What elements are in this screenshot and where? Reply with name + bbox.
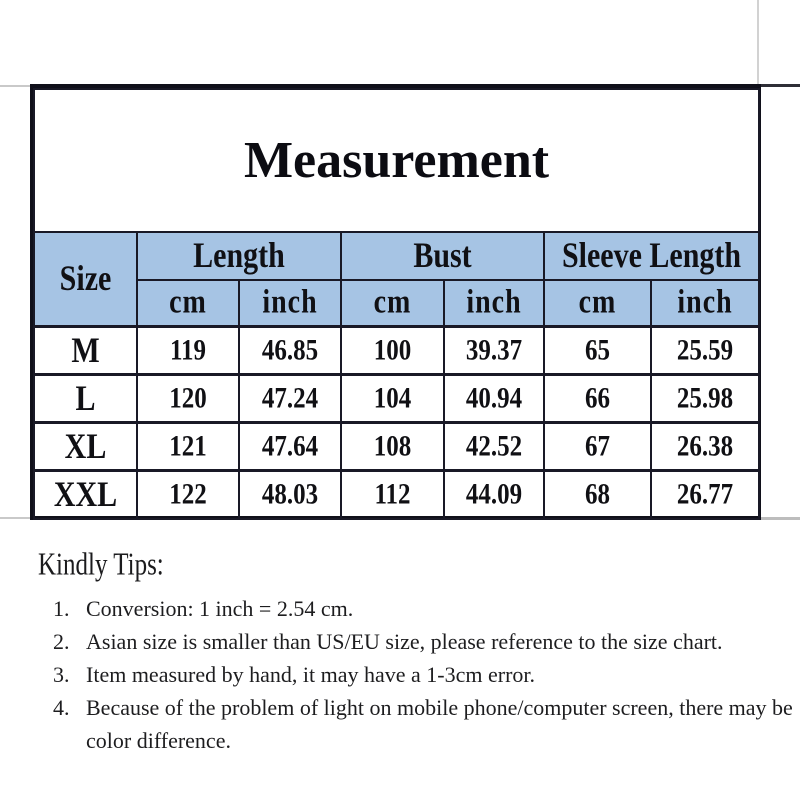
- cell-value: 46.85: [261, 333, 319, 367]
- unit-header-cell: [341, 280, 444, 327]
- value-cell: [651, 423, 759, 471]
- table-row-xxl: [34, 471, 759, 519]
- length-group-header-cell: [137, 232, 341, 280]
- value-cell: [239, 423, 341, 471]
- sleeve-length-group-header-cell: [544, 232, 759, 280]
- unit-header-cell: [239, 280, 341, 327]
- cell-value: 44.09: [465, 477, 523, 511]
- cell-value: 26.77: [676, 477, 734, 511]
- tip-number: 1.: [53, 596, 70, 621]
- size-column-header: Size: [59, 258, 112, 299]
- unit-header: cm: [373, 283, 412, 321]
- value-cell: [544, 327, 651, 375]
- sleeve-length-group-header: Sleeve Length: [561, 235, 742, 276]
- value-cell: [341, 375, 444, 423]
- gridline-stub-top-left: [0, 85, 31, 87]
- page-title: Measurement: [243, 132, 550, 189]
- list-item: [38, 625, 798, 658]
- cell-value: 26.38: [676, 429, 734, 463]
- value-cell: [544, 471, 651, 519]
- size-column-header-cell: [34, 232, 137, 327]
- size-label: L: [75, 378, 96, 418]
- unit-header: inch: [677, 283, 733, 321]
- measurement-table: [30, 84, 761, 520]
- value-cell: [239, 471, 341, 519]
- value-cell: [341, 327, 444, 375]
- size-cell: [34, 423, 137, 471]
- unit-header-cell: [544, 280, 651, 327]
- table-header-row-units: [34, 280, 759, 327]
- cell-value: 42.52: [465, 429, 523, 463]
- cell-value: 47.24: [261, 381, 319, 415]
- cell-value: 108: [373, 429, 412, 463]
- length-group-header: Length: [193, 235, 285, 276]
- tips-heading-text: Kindly Tips:: [38, 548, 164, 582]
- list-item: [38, 691, 798, 757]
- value-cell: [444, 471, 544, 519]
- cell-value: 40.94: [465, 381, 523, 415]
- tip-text: Item measured by hand, it may have a 1-3cm error.: [86, 662, 536, 687]
- table-row-l: [34, 375, 759, 423]
- value-cell: [341, 471, 444, 519]
- cell-value: 112: [374, 477, 411, 511]
- size-cell: [34, 327, 137, 375]
- cell-value: 65: [585, 333, 610, 367]
- list-item: [38, 658, 798, 691]
- table-title-row: [34, 89, 759, 232]
- value-cell: [651, 471, 759, 519]
- value-cell: [239, 327, 341, 375]
- value-cell: [544, 423, 651, 471]
- bust-group-header-cell: [341, 232, 544, 280]
- unit-header: inch: [262, 283, 318, 321]
- gridline-stub-top-right: [758, 84, 800, 87]
- tips-list: [38, 592, 798, 757]
- size-label: XL: [64, 426, 107, 466]
- unit-header: inch: [466, 283, 522, 321]
- cell-value: 122: [169, 477, 207, 511]
- value-cell: [239, 375, 341, 423]
- bust-group-header: Bust: [413, 235, 472, 276]
- list-item: [38, 592, 798, 625]
- cell-value: 25.98: [676, 381, 734, 415]
- unit-header-cell: [137, 280, 239, 327]
- tip-number: 2.: [53, 629, 70, 654]
- tip-number: 4.: [53, 695, 70, 720]
- tip-text: Because of the problem of light on mobile phone/computer screen, there may be color difference.: [86, 695, 793, 753]
- size-table: [33, 88, 760, 520]
- value-cell: [444, 423, 544, 471]
- cell-value: 68: [585, 477, 610, 511]
- cell-value: 120: [169, 381, 207, 415]
- tip-text: Asian size is smaller than US/EU size, please reference to the size chart.: [86, 629, 723, 654]
- table-row-m: [34, 327, 759, 375]
- cell-value: 25.59: [676, 333, 734, 367]
- gridline-stub-top-right-vertical: [757, 0, 759, 85]
- size-cell: [34, 471, 137, 519]
- title-cell: [34, 89, 759, 232]
- value-cell: [651, 375, 759, 423]
- value-cell: [137, 471, 239, 519]
- table-row-xl: [34, 423, 759, 471]
- unit-header-cell: [444, 280, 544, 327]
- cell-value: 119: [169, 333, 207, 367]
- cell-value: 67: [585, 429, 610, 463]
- table-header-row-groups: [34, 232, 759, 280]
- value-cell: [444, 375, 544, 423]
- cell-value: 104: [373, 381, 412, 415]
- gridline-stub-bottom-left: [0, 517, 31, 519]
- size-cell: [34, 375, 137, 423]
- gridline-stub-bottom-right: [757, 517, 800, 520]
- value-cell: [544, 375, 651, 423]
- cell-value: 66: [585, 381, 610, 415]
- unit-header: cm: [578, 283, 617, 321]
- tip-number: 3.: [53, 662, 70, 687]
- value-cell: [444, 327, 544, 375]
- size-label: M: [71, 330, 100, 370]
- cell-value: 100: [373, 333, 412, 367]
- size-label: XXL: [53, 474, 118, 514]
- cell-value: 47.64: [261, 429, 319, 463]
- unit-header-cell: [651, 280, 759, 327]
- value-cell: [341, 423, 444, 471]
- value-cell: [137, 423, 239, 471]
- tip-text: Conversion: 1 inch = 2.54 cm.: [86, 596, 354, 621]
- value-cell: [137, 375, 239, 423]
- cell-value: 39.37: [465, 333, 523, 367]
- value-cell: [651, 327, 759, 375]
- cell-value: 48.03: [261, 477, 319, 511]
- value-cell: [137, 327, 239, 375]
- tips-heading: [38, 548, 164, 582]
- cell-value: 121: [169, 429, 207, 463]
- unit-header: cm: [169, 283, 207, 321]
